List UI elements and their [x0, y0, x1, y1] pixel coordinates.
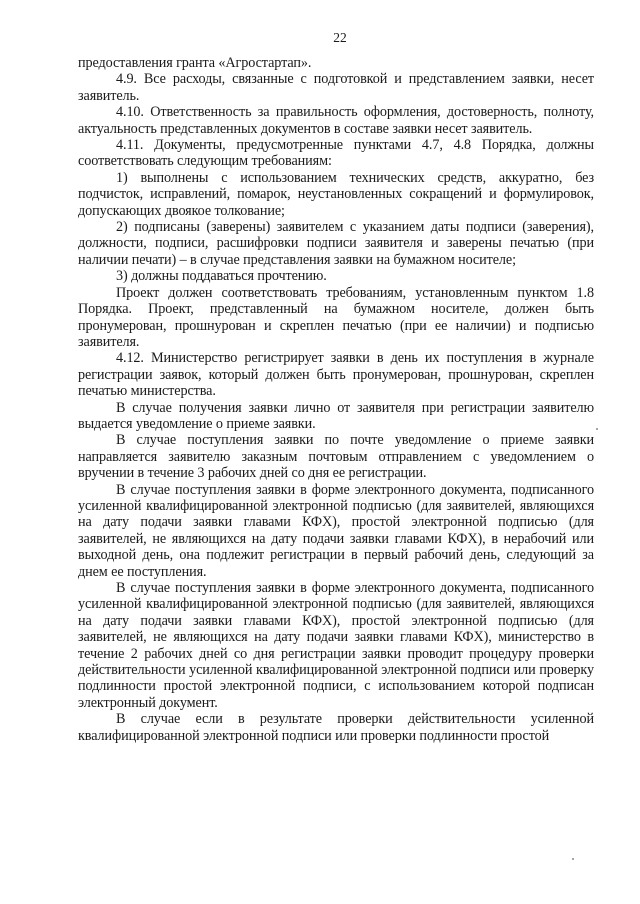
paragraph-in-person: В случае получения заявки лично от заявителя при регистрации заявителю выдается уведомление о приеме заявки. [78, 399, 594, 432]
paragraph-by-mail: В случае поступления заявки по почте уведомление о приеме заявки направляется заявителю заказным почтовым отправлением с уведомлением о вручении в течение 3 рабочих дней со дня ее регистрации. [78, 432, 594, 482]
paragraph-4-12: 4.12. Министерство регистрирует заявки в день их поступления в журнале регистрации заявок, который должен быть пронумерован, прошнурован, скреплен печатью министерства. [78, 350, 594, 400]
scan-speck [596, 428, 598, 430]
paragraph-electronic-signature-check: В случае поступления заявки в форме электронного документа, подписанного усиленной квалифицированной электронной подписью (для заявителей, являющихся на дату подачи заявки главами КФХ), простой электронной подписью (для заявителей, не являющихся на дату подачи заявки главами КФХ), министерство в течение 2 рабочих дней со дня регистрации заявки проводит процедуру проверки действительности усиленной квалифицированной электронной подписи или проверку подлинности простой электронной подписи, с использованием которой подписан электронный документ. [78, 580, 594, 711]
paragraph-4-11: 4.11. Документы, предусмотренные пунктами 4.7, 4.8 Порядка, должны соответствовать следующим требованиям: [78, 137, 594, 170]
page-number: 22 [333, 30, 347, 45]
paragraph-4-9: 4.9. Все расходы, связанные с подготовкой и представлением заявки, несет заявитель. [78, 71, 594, 104]
paragraph-grant-name: предоставления гранта «Агростартап». [78, 55, 312, 71]
paragraph-requirement-2: 2) подписаны (заверены) заявителем с указанием даты подписи (заверения), должности, подписи, расшифровки подписи заявителя и заверены печатью (при наличии печати) – в случае представления заявки на бумажном носителе; [78, 219, 594, 268]
paragraph-check-result: В случае если в результате проверки действительности усиленной квалифицированной электронной подписи или проверки подлинности простой [78, 711, 594, 744]
paragraph-requirement-3: 3) должны поддаваться прочтению. [116, 268, 327, 285]
scan-speck [572, 858, 574, 860]
paragraph-electronic-nonworking-day: В случае поступления заявки в форме электронного документа, подписанного усиленной квалифицированной электронной подписью (для заявителей, являющихся на дату подачи заявки главами КФХ), простой электронной подписью (для заявителей, не являющихся на дату подачи заявки главами КФХ), в нерабочий или выходной день, она подлежит регистрации в первый рабочий день, следующий за днем ее поступления. [78, 481, 594, 580]
paragraph-4-10: 4.10. Ответственность за правильность оформления, достоверность, полноту, актуальность представленных документов в составе заявки несет заявитель. [78, 104, 594, 137]
paragraph-requirement-1: 1) выполнены с использованием технических средств, аккуратно, без подчисток, исправлений, помарок, неустановленных сокращений и формулировок, допускающих двоякое толкование; [78, 169, 594, 219]
paragraph-project-requirements: Проект должен соответствовать требованиям, установленным пунктом 1.8 Порядка. Проект, представленный на бумажном носителе, должен быть пронумерован, прошнурован и скреплен печатью (при ее наличии) и подписью заявителя. [78, 284, 594, 350]
